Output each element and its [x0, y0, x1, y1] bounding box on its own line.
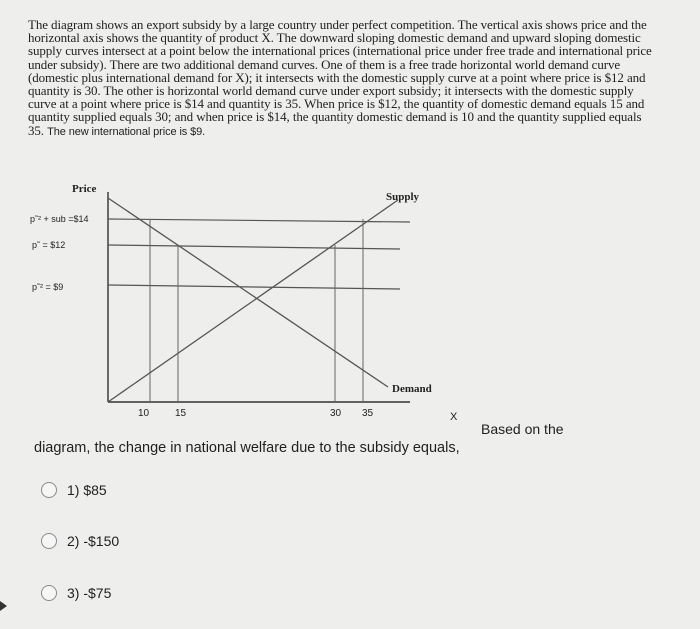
- radio-icon[interactable]: [41, 585, 57, 601]
- scroll-marker-icon: [0, 601, 7, 611]
- price-label-12: p˜ = $12: [32, 240, 66, 250]
- radio-icon[interactable]: [41, 482, 57, 498]
- x-tick-35: 35: [362, 408, 374, 419]
- price-line-14: [108, 219, 410, 222]
- supply-label: Supply: [386, 191, 420, 203]
- price-label-9: p˜² = $9: [32, 282, 64, 292]
- option-2[interactable]: [41, 533, 119, 549]
- question-tail: Based on the: [481, 421, 564, 437]
- new-price-note: The new international price is $9.: [47, 125, 206, 138]
- x-axis-label: X: [450, 411, 458, 423]
- option-1-label: 1) $85: [67, 482, 107, 498]
- price-line-9: [108, 285, 400, 289]
- price-line-12: [108, 245, 400, 249]
- option-3[interactable]: [41, 585, 111, 601]
- option-1[interactable]: [41, 482, 107, 498]
- question-text: diagram, the change in national welfare due to the subsidy equals,: [34, 440, 460, 456]
- y-axis-label: Price: [72, 183, 97, 195]
- option-2-label: 2) -$150: [67, 533, 120, 549]
- radio-icon[interactable]: [41, 533, 57, 549]
- supply-curve: [108, 200, 398, 402]
- subsidy-diagram: [0, 170, 700, 430]
- option-3-label: 3) -$75: [67, 585, 112, 601]
- x-tick-15: 15: [175, 408, 187, 419]
- demand-label: Demand: [392, 383, 432, 395]
- x-tick-30: 30: [330, 408, 342, 419]
- problem-text: The diagram shows an export subsidy by a large country under perfect competition. The vertical axis shows price and the horizontal axis shows the quantity of product X. The downward sloping domestic demand and upward sloping domestic supply curves intersect at a point below the international prices (international price under free trade and international price under subsidy). There are two additional demand curves. One of them is a free trade horizontal world demand curve (domestic plus international demand for X); it intersects with the domestic supply curve at a point where price is $12 and quantity is 30. The other is horizontal world demand curve under export subsidy; it intersects with the domestic supply curve at a point where price is $14 and quantity is 35. When price is $12, the quantity of domestic demand equals 15 and quantity supplied equals 30; and when price is $14, the quantity domestic demand is 10 and the quantity supplied equals 35.: [28, 17, 652, 138]
- price-label-14: p˜² + sub =$14: [30, 214, 89, 224]
- x-tick-10: 10: [138, 408, 150, 419]
- problem-statement: [28, 18, 656, 139]
